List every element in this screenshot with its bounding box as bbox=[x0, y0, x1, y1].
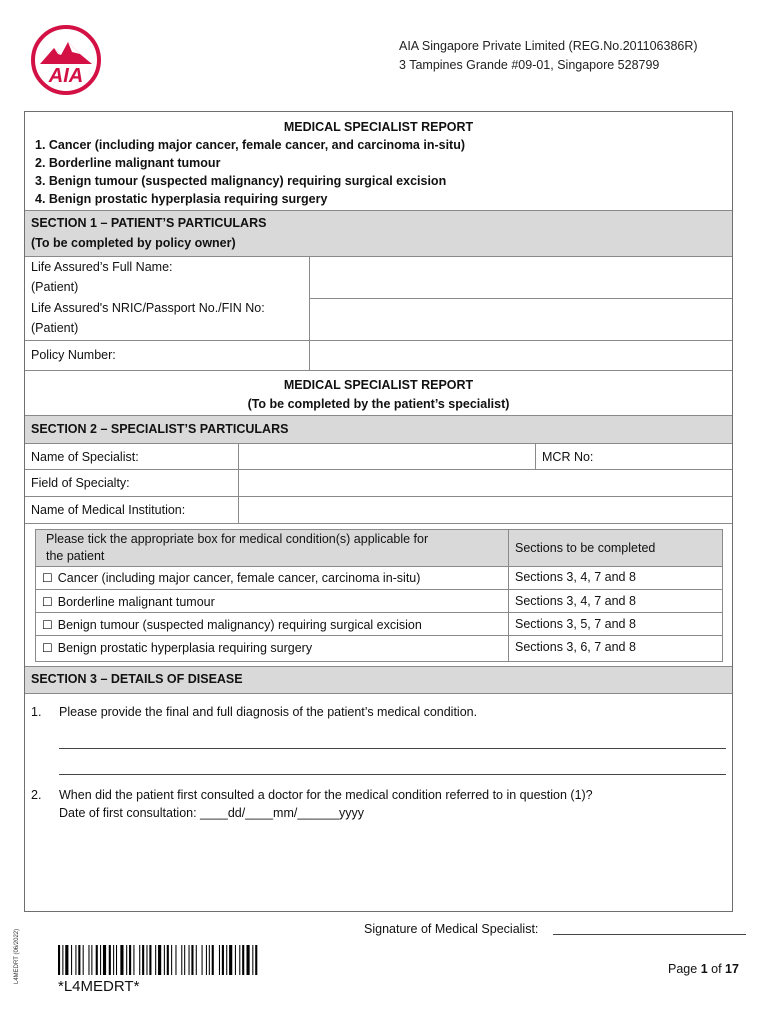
barcode-bar bbox=[139, 945, 140, 975]
nric-field[interactable] bbox=[310, 299, 731, 339]
divider bbox=[25, 370, 732, 371]
barcode-bar bbox=[189, 945, 190, 975]
report-subtitle: (To be completed by the patient’s specialist) bbox=[247, 397, 510, 411]
form-title: MEDICAL SPECIALIST REPORT bbox=[283, 120, 474, 134]
barcode-bar bbox=[100, 945, 101, 975]
barcode-bar bbox=[255, 945, 257, 975]
barcode-bar bbox=[65, 945, 68, 975]
barcode-bar bbox=[129, 945, 131, 975]
q1-number: 1. bbox=[31, 705, 42, 719]
q1-text: Please provide the final and full diagnosis of the patient’s medical condition. bbox=[59, 705, 478, 719]
divider bbox=[25, 523, 732, 524]
policy-number-field[interactable] bbox=[310, 341, 731, 370]
checkbox-cancer[interactable]: ☐ bbox=[42, 571, 53, 585]
page-current: 1 bbox=[700, 962, 708, 976]
barcode-bar bbox=[149, 945, 151, 975]
signature-label: Signature of Medical Specialist: bbox=[364, 922, 539, 936]
company-address: 3 Tampines Grande #09-01, Singapore 528799 bbox=[399, 58, 660, 72]
barcode-bar bbox=[167, 945, 169, 975]
checkbox-benign-tumour[interactable]: ☐ bbox=[42, 618, 53, 632]
sections-cell: Sections 3, 5, 7 and 8 bbox=[515, 617, 636, 631]
page-of: of bbox=[711, 962, 722, 976]
institution-field[interactable] bbox=[239, 497, 731, 522]
barcode-bar bbox=[116, 945, 117, 975]
barcode-bar bbox=[202, 945, 203, 975]
form-frame bbox=[24, 111, 733, 912]
barcode-bar bbox=[196, 945, 197, 975]
q2-text: When did the patient first consulted a doctor for the medical condition referred to in question (1)? bbox=[59, 788, 593, 802]
barcode-bar bbox=[175, 945, 176, 975]
barcode-bar bbox=[219, 945, 220, 975]
table-header-col2: Sections to be completed bbox=[515, 541, 656, 555]
title-item-3: 3. Benign tumour (suspected malignancy) requiring surgical excision bbox=[35, 174, 447, 188]
barcode-bar bbox=[252, 945, 253, 975]
company-info bbox=[399, 37, 698, 75]
condition-label: Cancer (including major cancer, female cancer, carcinoma in-situ) bbox=[57, 571, 421, 585]
nric-sublabel: (Patient) bbox=[31, 321, 79, 335]
barcode-bar bbox=[206, 945, 207, 975]
barcode-bar bbox=[171, 945, 172, 975]
condition-label: Benign tumour (suspected malignancy) requiring surgical excision bbox=[57, 618, 422, 632]
barcode-bar bbox=[191, 945, 193, 975]
divider bbox=[36, 589, 722, 590]
barcode-bar bbox=[58, 945, 60, 975]
section3-heading: SECTION 3 – DETAILS OF DISEASE bbox=[31, 672, 243, 686]
barcode-bar bbox=[181, 945, 182, 975]
barcode-bar bbox=[109, 945, 111, 975]
q1-answer-line-1[interactable] bbox=[59, 748, 726, 749]
barcode-bar bbox=[226, 945, 227, 975]
divider bbox=[25, 210, 732, 211]
page-number bbox=[668, 962, 739, 976]
divider bbox=[508, 530, 509, 661]
specialist-name-label: Name of Specialist: bbox=[31, 450, 139, 464]
section1-subheading: (To be completed by policy owner) bbox=[31, 236, 236, 250]
divider bbox=[36, 612, 722, 613]
title-item-2: 2. Borderline malignant tumour bbox=[35, 156, 221, 170]
barcode-bar bbox=[229, 945, 232, 975]
condition-row-4[interactable] bbox=[42, 641, 312, 655]
divider bbox=[25, 693, 732, 694]
condition-row-3[interactable] bbox=[42, 618, 422, 632]
sections-cell: Sections 3, 6, 7 and 8 bbox=[515, 640, 636, 654]
barcode-bar bbox=[212, 945, 214, 975]
checkbox-prostatic[interactable]: ☐ bbox=[42, 641, 53, 655]
barcode-bar bbox=[75, 945, 76, 975]
barcode-bar bbox=[120, 945, 123, 975]
logo-text: AIA bbox=[48, 65, 84, 87]
divider bbox=[36, 566, 722, 567]
signature-line[interactable] bbox=[553, 934, 746, 935]
barcode-bar bbox=[83, 945, 84, 975]
section2-heading: SECTION 2 – SPECIALIST’S PARTICULARS bbox=[31, 422, 289, 436]
aia-logo bbox=[30, 24, 102, 96]
barcode-bar bbox=[96, 945, 98, 975]
barcode-bar bbox=[142, 945, 144, 975]
barcode-bar bbox=[155, 945, 156, 975]
barcode-bar bbox=[91, 945, 92, 975]
policy-number-label: Policy Number: bbox=[31, 348, 116, 362]
condition-row-1[interactable] bbox=[42, 571, 420, 585]
divider bbox=[535, 443, 536, 469]
barcode-bar bbox=[146, 945, 147, 975]
report-title: MEDICAL SPECIALIST REPORT bbox=[283, 378, 474, 392]
barcode-bar bbox=[235, 945, 236, 975]
divider bbox=[36, 635, 722, 636]
table-header-col1-line1: Please tick the appropriate box for medical condition(s) applicable for bbox=[46, 532, 429, 546]
barcode-bar bbox=[113, 945, 114, 975]
specialty-field[interactable] bbox=[239, 470, 731, 495]
barcode-bar bbox=[184, 945, 185, 975]
q1-answer-line-2[interactable] bbox=[59, 774, 726, 775]
page-prefix: Page bbox=[668, 962, 698, 976]
condition-label: Borderline malignant tumour bbox=[57, 595, 215, 609]
full-name-sublabel: (Patient) bbox=[31, 280, 79, 294]
barcode-bar bbox=[103, 945, 106, 975]
nric-label: Life Assured's NRIC/Passport No./FIN No: bbox=[31, 301, 265, 315]
barcode-bar bbox=[239, 945, 240, 975]
sections-cell: Sections 3, 4, 7 and 8 bbox=[515, 570, 636, 584]
barcode-bar bbox=[88, 945, 89, 975]
form-code: L4MEDRT (06/2022) bbox=[14, 928, 20, 984]
q2-number: 2. bbox=[31, 788, 42, 802]
table-header-col1-line2: the patient bbox=[46, 549, 105, 563]
full-name-field[interactable] bbox=[310, 257, 731, 297]
condition-label: Benign prostatic hyperplasia requiring surgery bbox=[57, 641, 313, 655]
page-total: 17 bbox=[725, 962, 739, 976]
condition-row-2[interactable] bbox=[42, 595, 215, 609]
checkbox-borderline[interactable]: ☐ bbox=[42, 595, 53, 609]
barcode-text: *L4MEDRT* bbox=[58, 978, 140, 995]
q2-date-field[interactable]: Date of first consultation: ____dd/____mm/______yyyy bbox=[59, 806, 365, 820]
barcode-bar bbox=[62, 945, 63, 975]
barcode-bar bbox=[71, 945, 72, 975]
title-item-4: 4. Benign prostatic hyperplasia requiring surgery bbox=[35, 192, 328, 206]
barcode-bar bbox=[242, 945, 244, 975]
barcode-bar bbox=[247, 945, 250, 975]
sections-cell: Sections 3, 4, 7 and 8 bbox=[515, 594, 636, 608]
full-name-label: Life Assured’s Full Name: bbox=[31, 260, 173, 274]
section1-heading: SECTION 1 – PATIENT’S PARTICULARS bbox=[31, 216, 267, 230]
condition-table bbox=[35, 529, 723, 662]
specialty-label: Field of Specialty: bbox=[31, 476, 130, 490]
institution-label: Name of Medical Institution: bbox=[31, 503, 186, 517]
title-item-1: 1. Cancer (including major cancer, female cancer, and carcinoma in-situ) bbox=[35, 138, 466, 152]
barcode-bar bbox=[158, 945, 161, 975]
barcode-bar bbox=[133, 945, 134, 975]
specialist-name-field[interactable] bbox=[239, 444, 534, 469]
barcode-bar bbox=[126, 945, 127, 975]
mcr-label: MCR No: bbox=[542, 450, 594, 464]
barcode-bar bbox=[164, 945, 165, 975]
barcode-bar bbox=[209, 945, 210, 975]
barcode-bar bbox=[78, 945, 80, 975]
company-name: AIA Singapore Private Limited (REG.No.201106386R) bbox=[399, 39, 698, 53]
barcode-bar bbox=[222, 945, 224, 975]
barcode bbox=[58, 945, 320, 975]
